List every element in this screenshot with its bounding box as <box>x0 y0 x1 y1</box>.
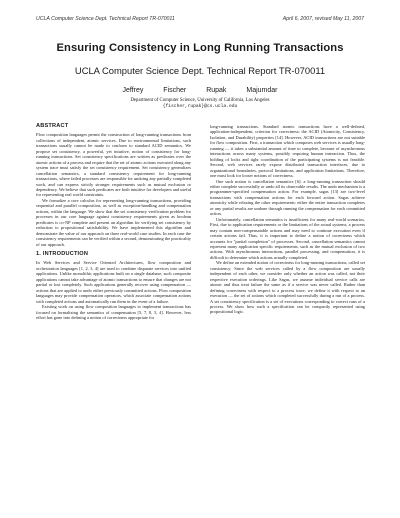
author-email: {fischer,rupak}@cs.ucla.edu <box>162 104 238 109</box>
affiliation-block <box>20 98 380 110</box>
running-header <box>36 16 364 24</box>
intro-paragraph-1: In Web Services and Service Oriented Architectures, flow composition and orchestration languages [1, 2, 3, 4] are used to combine disparate services into unified applications. Unlike monolithic applications built on a single database, such composite applications cannot take advantage of atomic transactions to ensure that changes are not partial or lost completely. Such applications generally recover using compensation — actions that are applied to undo either previously committed actions. Flow composition languages may provide compensation operators, which associate compensation actions with completed actions and automatically run them in the event of a failure. <box>36 260 191 304</box>
abstract-paragraph-1: Flow composition languages permit the construction of long-running transactions from collections of independent, atomic services. Due to environmental limitations, such transactions usually cannot be made to conform to standard ACID semantics. We propose set consistency, a powerful, yet intuitive, notion of consistency for long-running transactions. Set consistency specifications are written as predicates over the atomic actions of a process and require that the set of atomic actions executed along any system trace must satisfy the set consistency requirement. Set consistency generalizes cancellation semantics, a standard consistency requirement for long-running transactions, where failed processes are responsible for undoing any partially completed work, and can express strictly stronger requirements such as mutual exclusion or dependency. We believe that such predicates are both intuitive for developers and useful for representing real world constraints. <box>36 132 191 198</box>
header-right: April 6, 2007, revised May 11, 2007 <box>282 16 364 22</box>
right-paragraph-1: long-running transactions. Standard atomic transactions have a well-defined, application-independent, criterion for correctness: the ACID (Atomicity, Consistency, Isolation, and Durability) properties [14]. However, ACID transactions are not suitable for flow composition. First, a transaction which composes web services is usually long-running — it takes a substantial amount of time to complete, because of asynchronous interactions across many systems, possibly requiring human interaction. Thus, the holding of locks and tight coordination of the participating systems is not feasible. Second, web services rarely expose distributed transaction interfaces, due to organizational boundaries, protocol limitations, and application limitations. Therefore, one must look for looser notions of correctness. <box>210 124 365 179</box>
introduction-heading: 1. INTRODUCTION <box>36 250 89 257</box>
abstract-heading: ABSTRACT <box>36 123 69 129</box>
paper-subtitle: UCLA Computer Science Dept. Technical Report TR-070011 <box>74 65 326 76</box>
right-paragraph-4: We define an extended notion of correctness for long-running transactions, called set consistency. Since the web services called by a flow composition are usually independent of each other, we consider only whether an action was called, not their respective execution orderings. Like Sagas, we assume individual service calls are atomic and thus treat failure the same as if a service was never called. Rather than defining correctness with respect to a process trace, we define it with respect to an execution — the set of actions which completed successfully during a run of a process. A set consistency specification is a set of executions corresponding to correct runs of a process. We show how such a specification can be compactly represented using propositional logic. <box>210 260 365 315</box>
right-paragraph-2: One such notion is cancellation semantics [6]: a long-running transaction should either complete successfully or undo all its observable results. The undo mechanism is a programmer-specified compensation action. For example, sagas [13] are two-level transactions with compensation actions for each forward action. Sagas achieve atomicity while relaxing the other requirements: either the entire transaction completes or any partial results are undone through running the compensation for each committed action. <box>210 178 365 217</box>
authors: Jeffrey Fischer Rupak Majumdar <box>122 87 278 94</box>
right-paragraph-3: Unfortunately, cancellation semantics is insufficient for many real-world scenarios. First, due to application requirements or the limitations of the actual systems, a process may contain non-compensatable actions and may need to continue execution even if certain actions fail. Thus, it is important to define a notion of correctness which accounts for "partial completion" of processes. Second, cancellation semantics cannot represent many application specific requirements, such as the mutual exclusion of two actions. With asynchronous interactions, parallel processing, and compensation, it is difficult to determine which actions actually completed. <box>210 216 365 260</box>
abstract-paragraph-2: We formalize a core calculus for representing long-running transactions, providing sequential and parallel composition, as well as exception-handling and compensation actions, within the language. We show that the set consistency verification problem for processes in our core language against consistency requirements given as boolean predicates is co-NP complete and present an algorithm for verifying set consistency by reduction to propositional satisfiability. We have implemented this algorithm and demonstrate the value of our approach on three real-world case studies. In each case the consistency requirements can be verified within a second, demonstrating the practicality of our approach. <box>36 197 191 247</box>
left-column <box>36 124 191 320</box>
right-column <box>210 124 365 315</box>
affiliation: Department of Computer Science, University of California, Los Angeles <box>130 98 270 103</box>
paper-title: Ensuring Consistency in Long Running Transactions <box>56 42 344 54</box>
intro-paragraph-2: Existing work on using flow composition languages to implement transactions has focused on formalizing the semantics of compensation [5, 7, 8, 5, 4]. However, less effort has gone into defining a notion of correctness appropriate for <box>36 304 191 320</box>
header-left: UCLA Computer Science Dept. Technical Report TR-070011 <box>36 16 175 22</box>
